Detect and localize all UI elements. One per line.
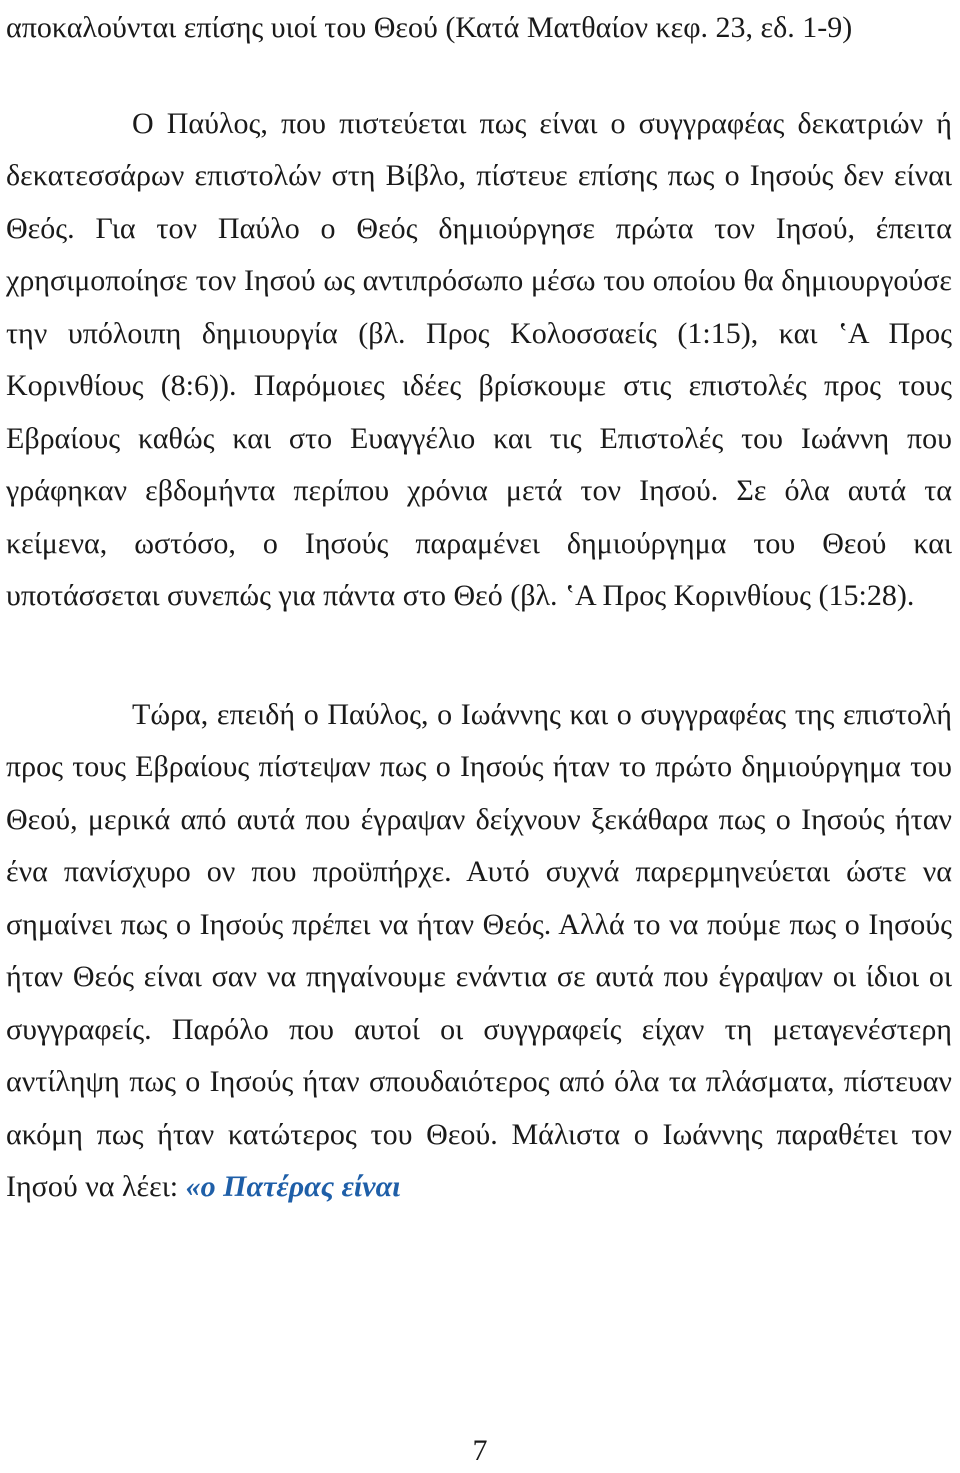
paragraph-john	[6, 689, 952, 1214]
document-page	[6, 0, 952, 1214]
paragraph-continuation	[6, 0, 952, 55]
paragraph-text: Ο Παύλος, που πιστεύεται πως είναι ο συγγραφέας δεκατριών ή δεκατεσσάρων επιστολών στη Βίβλο, πίστευε επίσης πως ο Ιησούς δεν είναι Θεός. Για τον Παύλο ο Θεός δημιούργησε πρώτα τον Ιησού, έπειτα χρησιμοποίησε τον Ιησού ως αντιπρόσωπο μέσω του οποίου θα δημιουργούσε την υπόλοιπη δημιουργία (βλ. Προς Κολοσσαείς (1:15), και ʽΑ Προς Κορινθίους (8:6)). Παρόμοιες ιδέες βρίσκουμε στις επιστολές προς τους Εβραίους καθώς και στο Ευαγγέλιο και τις Επιστολές του Ιωάννη που γράφηκαν εβδομήντα περίπου χρόνια μετά τον Ιησού. Σε όλα αυτά τα κείμενα, ωστόσο, ο Ιησούς παραμένει δημιούργημα του Θεού και υποτάσσεται συνεπώς για πάντα στο Θεό (βλ. ʽΑ Προς Κορινθίους (15:28).	[6, 106, 952, 612]
emphasized-quote: «ο Πατέρας είναι	[185, 1170, 401, 1203]
page-number: 7	[472, 1434, 488, 1467]
paragraph-text: Τώρα, επειδή ο Παύλος, ο Ιωάννης και ο συγγραφέας της επιστολή προς τους Εβραίους πίστεψαν πως ο Ιησούς ήταν το πρώτο δημιούργημα του Θεού, μερικά από αυτά που έγραψαν δείχνουν ξεκάθαρα πως ο Ιησούς ήταν ένα πανίσχυρο ον που προϋπήρχε. Αυτό συχνά παρερμηνεύεται ώστε να σημαίνει πως ο Ιησούς πρέπει να ήταν Θεός. Αλλά το να πούμε πως ο Ιησούς ήταν Θεός είναι σαν να πηγαίνουμε ενάντια σε αυτά που έγραψαν οι ίδιοι οι συγγραφείς. Παρόλο που αυτοί οι συγγραφείς είχαν τη μεταγενέστερη αντίληψη πως ο Ιησούς ήταν σπουδαιότερος από όλα τα πλάσματα, πίστευαν ακόμη πως ήταν κατώτερος του Θεού. Μάλιστα ο Ιωάννης παραθέτει τον Ιησού να λέει:	[6, 697, 952, 1203]
paragraph-paul	[6, 98, 952, 623]
paragraph-text: αποκαλούνται επίσης υιοί του Θεού (Κατά Ματθαίον κεφ. 23, εδ. 1-9)	[6, 11, 853, 44]
